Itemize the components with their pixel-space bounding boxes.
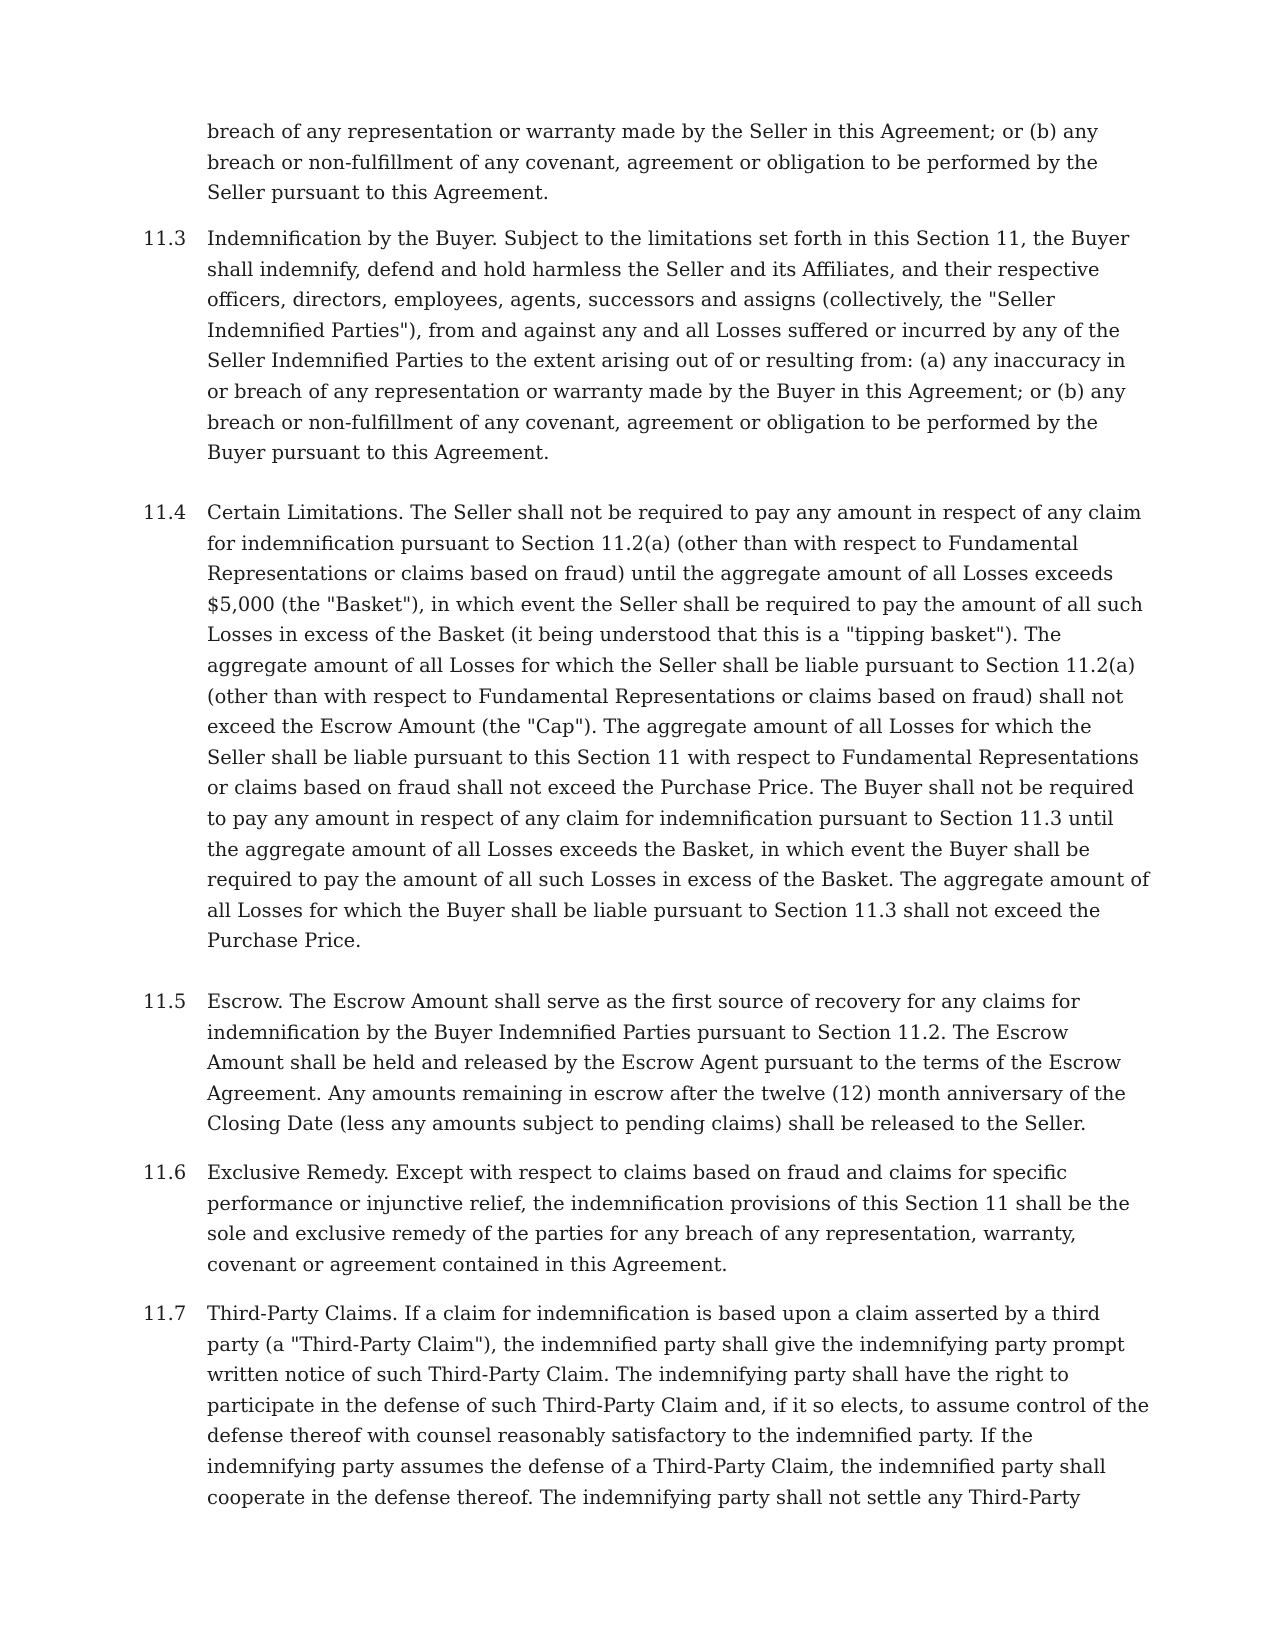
paragraph-line: Escrow. The Escrow Amount shall serve as the first source of recovery for any claims for	[207, 990, 1080, 1013]
section-body	[207, 1158, 1130, 1280]
paragraph-line: defense thereof with counsel reasonably satisfactory to the indemnified party. If the	[207, 1424, 1033, 1448]
section-number: 11.5	[143, 990, 187, 1013]
continued-paragraph	[207, 117, 1098, 209]
paragraph-line: all Losses for which the Buyer shall be liable pursuant to Section 11.3 shall not exceed the	[207, 898, 1101, 922]
paragraph-line: Certain Limitations. The Seller shall not be required to pay any amount in respect of any claim	[207, 501, 1142, 524]
paragraph-line: Seller pursuant to this Agreement.	[207, 181, 549, 205]
paragraph-line: Seller shall be liable pursuant to this Section 11 with respect to Fundamental Representations	[207, 745, 1139, 769]
paragraph-line: breach or non-fulfillment of any covenant, agreement or obligation to be performed by the	[207, 410, 1098, 434]
paragraph-line: exceed the Escrow Amount (the "Cap"). The aggregate amount of all Losses for which the	[207, 715, 1092, 739]
paragraph-line: or claims based on fraud shall not exceed the Purchase Price. The Buyer shall not be required	[207, 776, 1135, 800]
paragraph-line: indemnifying party assumes the defense of a Third-Party Claim, the indemnified party shall	[207, 1454, 1106, 1478]
paragraph-line: Amount shall be held and released by the Escrow Agent pursuant to the terms of the Escrow	[207, 1051, 1122, 1075]
paragraph-line: the aggregate amount of all Losses exceeds the Basket, in which event the Buyer shall be	[207, 837, 1090, 861]
paragraph-line: for indemnification pursuant to Section 11.2(a) (other than with respect to Fundamental	[207, 531, 1079, 555]
paragraph-line: shall indemnify, defend and hold harmless the Seller and its Affiliates, and their respective	[207, 257, 1100, 281]
paragraph-line: Indemnification by the Buyer. Subject to the limitations set forth in this Section 11, the Buyer	[207, 227, 1130, 250]
section-number: 11.3	[143, 227, 187, 250]
section-body	[207, 498, 1149, 957]
paragraph-line: Purchase Price.	[207, 929, 362, 953]
paragraph-line: Indemnified Parties"), from and against any and all Losses suffered or incurred by any of the	[207, 318, 1120, 342]
paragraph-line: Losses in excess of the Basket (it being understood that this is a "tipping basket"). The	[207, 623, 1062, 647]
paragraph-line: Exclusive Remedy. Except with respect to claims based on fraud and claims for specific	[207, 1161, 1068, 1184]
paragraph-line: performance or injunctive relief, the indemnification provisions of this Section 11 shall be the	[207, 1191, 1130, 1215]
paragraph-line: breach or non-fulfillment of any covenant, agreement or obligation to be performed by the	[207, 150, 1098, 174]
paragraph-line: indemnification by the Buyer Indemnified Parties pursuant to Section 11.2. The Escrow	[207, 1020, 1069, 1044]
section-number: 11.4	[143, 501, 187, 524]
paragraph-line: written notice of such Third-Party Claim. The indemnifying party shall have the right to	[207, 1363, 1069, 1387]
paragraph-line: Agreement. Any amounts remaining in escrow after the twelve (12) month anniversary of the	[207, 1081, 1126, 1105]
paragraph-line: or breach of any representation or warranty made by the Buyer in this Agreement; or (b) any	[207, 379, 1126, 403]
paragraph-line: covenant or agreement contained in this Agreement.	[207, 1252, 728, 1276]
paragraph-line: required to pay the amount of all such Losses in excess of the Basket. The aggregate amount of	[207, 868, 1150, 892]
paragraph-line: (other than with respect to Fundamental Representations or claims based on fraud) shall not	[207, 684, 1124, 708]
section-number: 11.6	[143, 1161, 187, 1184]
paragraph-line: to pay any amount in respect of any claim for indemnification pursuant to Section 11.3 until	[207, 806, 1114, 830]
paragraph-line: Seller Indemnified Parties to the extent arising out of or resulting from: (a) any inaccuracy in	[207, 349, 1126, 373]
section-body	[207, 987, 1126, 1140]
paragraph-line: breach of any representation or warranty made by the Seller in this Agreement; or (b) any	[207, 120, 1098, 143]
paragraph-line: participate in the defense of such Third-Party Claim and, if it so elects, to assume control of the	[207, 1393, 1150, 1417]
section-body	[207, 224, 1129, 469]
section-body	[207, 1299, 1149, 1513]
paragraph-line: cooperate in the defense thereof. The indemnifying party shall not settle any Third-Party	[207, 1485, 1081, 1509]
section-number: 11.7	[143, 1302, 187, 1325]
paragraph-line: aggregate amount of all Losses for which the Seller shall be liable pursuant to Section 11.2(a)	[207, 653, 1136, 677]
paragraph-line: Closing Date (less any amounts subject to pending claims) shall be released to the Seller.	[207, 1112, 1087, 1136]
paragraph-line: sole and exclusive remedy of the parties for any breach of any representation, warranty,	[207, 1222, 1077, 1246]
paragraph-line: Buyer pursuant to this Agreement.	[207, 441, 550, 465]
paragraph-line: officers, directors, employees, agents, successors and assigns (collectively, the "Seller	[207, 288, 1055, 312]
paragraph-line: party (a "Third-Party Claim"), the indemnified party shall give the indemnifying party prompt	[207, 1332, 1125, 1356]
paragraph-line: $5,000 (the "Basket"), in which event the Seller shall be required to pay the amount of all such	[207, 592, 1143, 616]
paragraph-line: Third-Party Claims. If a claim for indemnification is based upon a claim asserted by a third	[207, 1302, 1101, 1325]
paragraph-line: Representations or claims based on fraud) until the aggregate amount of all Losses exceeds	[207, 562, 1114, 586]
